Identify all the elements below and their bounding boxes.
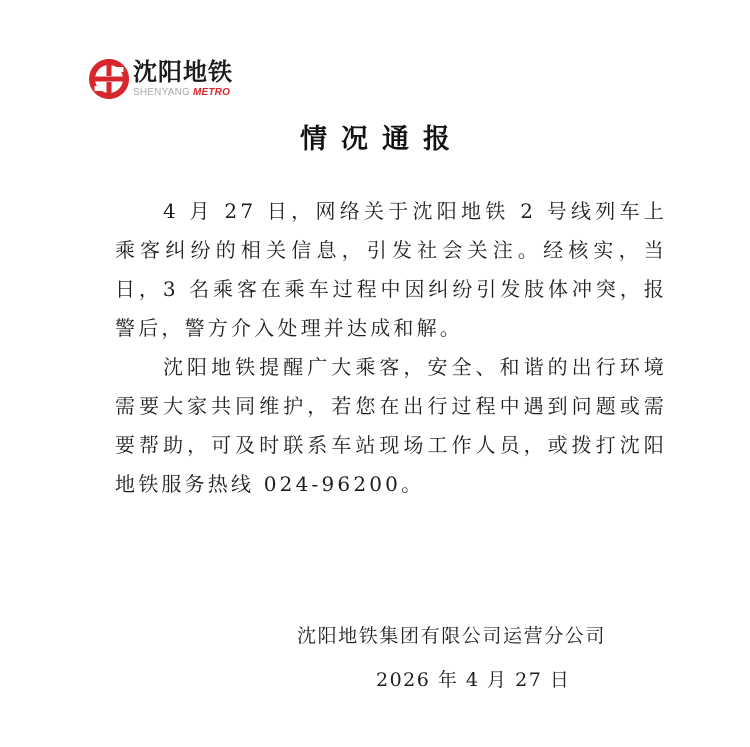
body-paragraph: 沈阳地铁提醒广大乘客，安全、和谐的出行环境需要大家共同维护，若您在出行过程中遇到问题或需要帮助，可及时联系车站现场工作人员，或拨打沈阳地铁服务热线 024-96200。 — [115, 355, 667, 496]
logo-chinese-name: 沈阳地铁 — [133, 58, 233, 86]
logo-english-name — [133, 87, 230, 99]
body-paragraph: 4 月 27 日，网络关于沈阳地铁 2 号线列车上乘客纠纷的相关信息，引发社会关注。经核实，当日，3 名乘客在乘车过程中因纠纷引发肢体冲突，报警后，警方介入处理并达成和解。 — [115, 199, 667, 340]
logo-english-city: SHENYANG — [133, 87, 193, 98]
issue-date: 2026 年 4 月 27 日 — [376, 669, 571, 691]
document-body — [115, 192, 667, 504]
shenyang-metro-logo-icon — [88, 58, 130, 100]
issuer-signature: 沈阳地铁集团有限公司运营分公司 — [297, 625, 607, 647]
document-title: 情况通报 — [300, 124, 464, 155]
shenyang-metro-logo — [88, 56, 248, 102]
logo-english-metro: METRO — [192, 87, 231, 98]
